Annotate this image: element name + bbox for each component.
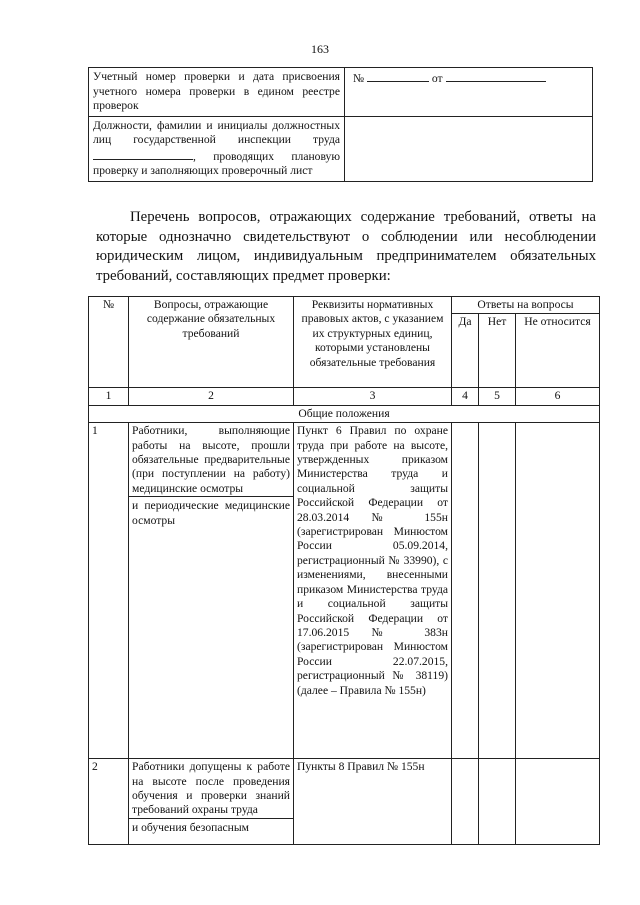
- header-questions: Вопросы, отражающие содержание обязательных требований: [129, 297, 294, 388]
- section-row: [89, 405, 600, 422]
- header-yes: Да: [452, 314, 479, 388]
- col-number: 4: [452, 388, 479, 405]
- date-blank: [446, 70, 546, 82]
- header-na: Не относится: [516, 314, 600, 388]
- column-numbers-row: [89, 388, 600, 405]
- header-answers: Ответы на вопросы: [452, 297, 600, 314]
- answer-na-cell[interactable]: [516, 759, 600, 845]
- info-value: [345, 116, 593, 181]
- checklist-table: [88, 296, 600, 845]
- question-text-continued: и периодические медицинские осмотры: [129, 496, 293, 528]
- question-text: Работники допущены к работе на высоте после проведения обучения и проверки знаний требований охраны труда: [132, 760, 290, 817]
- answer-no-cell[interactable]: [479, 759, 516, 845]
- header-row: [89, 297, 600, 314]
- requisite-cell: Пункт 6 Правил по охране труда при работе на высоте, утвержденных приказом Министерства труда и социальной защиты Российской Федерации от 28.03.2014 № 155н (зарегистрирован Минюстом России 05.09.2014, регистрационный № 33990), с изменениями, внесенными приказом Министерства труда и социальной защиты Российской Федерации от 17.06.2015 № 383н (зарегистрирован Минюстом России 22.07.2015, регистрационный № 38119) (далее – Правила № 155н): [294, 423, 452, 759]
- col-number: 6: [516, 388, 600, 405]
- col-number: 3: [294, 388, 452, 405]
- info-value: [345, 68, 593, 117]
- table-row: [89, 68, 593, 117]
- header-no: Нет: [479, 314, 516, 388]
- col-number: 5: [479, 388, 516, 405]
- section-title: Общие положения: [89, 405, 600, 422]
- question-text-continued: и обучения безопасным: [129, 818, 293, 835]
- inspection-info-table: [88, 67, 593, 182]
- col-number: 2: [129, 388, 294, 405]
- officials-label: Должности, фамилии и инициалы должностных лиц государственной инспекции труда: [93, 118, 340, 146]
- header-num: №: [89, 297, 129, 388]
- question-cell: [129, 759, 294, 845]
- officials-label-tail: проводящих плановую проверку и заполняющих проверочный лист: [93, 149, 340, 177]
- answer-no-cell[interactable]: [479, 423, 516, 759]
- table-row: [89, 423, 600, 759]
- answer-yes-cell[interactable]: [452, 423, 479, 759]
- table-row: [89, 116, 593, 181]
- info-label: Должности, фамилии и инициалы должностных лиц государственной инспекции труда , проводящих плановую проверку и заполняющих проверочный лист: [89, 116, 345, 181]
- row-number: 2: [89, 759, 129, 845]
- row-number: 1: [89, 423, 129, 759]
- requisite-cell: Пункты 8 Правил № 155н: [294, 759, 452, 845]
- page-number: 163: [311, 42, 329, 56]
- col-number: 1: [89, 388, 129, 405]
- number-blank: [367, 70, 429, 82]
- number-label: №: [353, 72, 365, 85]
- question-cell: [129, 423, 294, 759]
- question-text: Работники, выполняющие работы на высоте, прошли обязательные предварительные (при поступлении на работу) медицинские осмотры: [132, 424, 290, 495]
- answer-yes-cell[interactable]: [452, 759, 479, 845]
- answer-na-cell[interactable]: [516, 423, 600, 759]
- from-label: от: [431, 72, 443, 85]
- info-label: Учетный номер проверки и дата присвоения учетного номера проверки в едином реестре проверок: [89, 68, 345, 117]
- header-requisites: Реквизиты нормативных правовых актов, с указанием их структурных единиц, которыми установлены обязательные требования: [294, 297, 452, 388]
- intro-paragraph: Перечень вопросов, отражающих содержание требований, ответы на которые однозначно свидетельствуют о соблюдении или несоблюдении юридическим лицом, индивидуальным предпринимателем обязательных требований, составляющих предмет проверки:: [96, 209, 596, 284]
- inspection-blank: [93, 148, 193, 160]
- table-row: [89, 759, 600, 845]
